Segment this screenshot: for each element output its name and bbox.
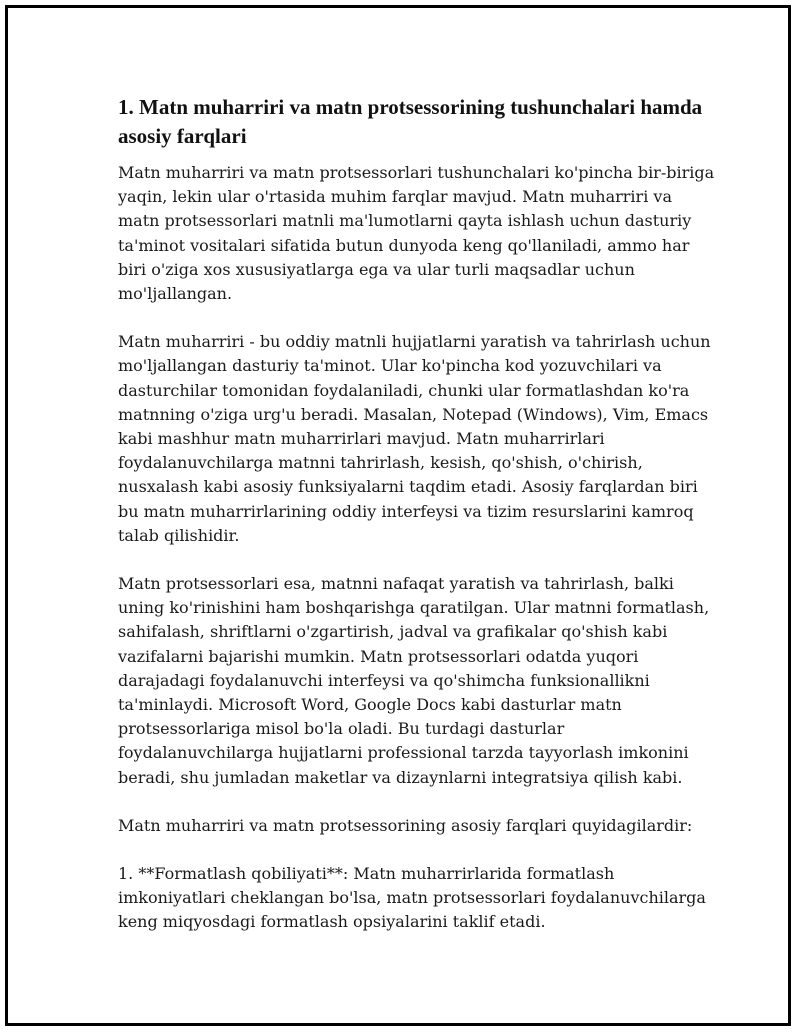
paragraph-word-processor: Matn protsessorlari esa, matnni nafaqat yaratish va tahrirlash, balki uning ko'rinishini ham boshqarishga qaratilgan. Ular matnni formatlash, sahifalash, shriftlarni o'zgartirish, jadval va grafikalar qo'shish kabi vazifalarni bajarishi mumkin. Matn protsessorlari odatda yuqori darajadagi foydalanuvchi interfeysi va qo'shimcha funksionallikni ta'minlaydi. Microsoft Word, Google Docs kabi dasturlar matn protsessorlariga misol bo'la oladi. Bu turdagi dasturlar foydalanuvchilarga hujjatlarni professional tarzda tayyorlash imkonini beradi, shu jumladan maketlar va dizaynlarni integratsiya qilish kabi. [118, 574, 710, 787]
paragraph-intro: Matn muharriri va matn protsessorlari tushunchalari ko'pincha bir-biriga yaqin, lekin ular o'rtasida muhim farqlar mavjud. Matn muharriri va matn protsessorlari matnli ma'lumotlarni qayta ishlash uchun dasturiy ta'minot vositalari sifatida butun dunyoda keng qo'llaniladi, ammo har biri o'ziga xos xususiyatlarga ega va ular turli maqsadlar uchun mo'ljallangan. [118, 163, 715, 304]
paragraph-difference-1: 1. **Formatlash qobiliyati**: Matn muharrirlarida formatlash imkoniyatlari cheklangan bo'lsa, matn protsessorlari foydalanuvchilarga keng miqyosdagi formatlash opsiyalarini taklif etadi. [118, 864, 706, 932]
document-title: 1. Matn muharriri va matn protsessorining tushunchalari hamda asosiy farqlari [118, 95, 703, 148]
document-body [118, 93, 718, 959]
paragraph-text-editor: Matn muharriri - bu oddiy matnli hujjatlarni yaratish va tahrirlash uchun mo'ljallangan dasturiy ta'minot. Ular ko'pincha kod yozuvchilari va dasturchilar tomonidan foydalaniladi, chunki ular formatlashdan ko'ra matnning o'ziga urg'u beradi. Masalan, Notepad (Windows), Vim, Emacs kabi mashhur matn muharrirlari mavjud. Matn muharrirlari foydalanuvchilarga matnni tahrirlash, kesish, qo'shish, o'chirish, nusxalash kabi asosiy funksiyalarni taqdim etadi. Asosiy farqlardan biri bu matn muharrirlarining oddiy interfeysi va tizim resurslarini kamroq talab qilishidir. [118, 332, 711, 545]
paragraph-differences-intro: Matn muharriri va matn protsessorining asosiy farqlari quyidagilardir: [118, 815, 693, 835]
